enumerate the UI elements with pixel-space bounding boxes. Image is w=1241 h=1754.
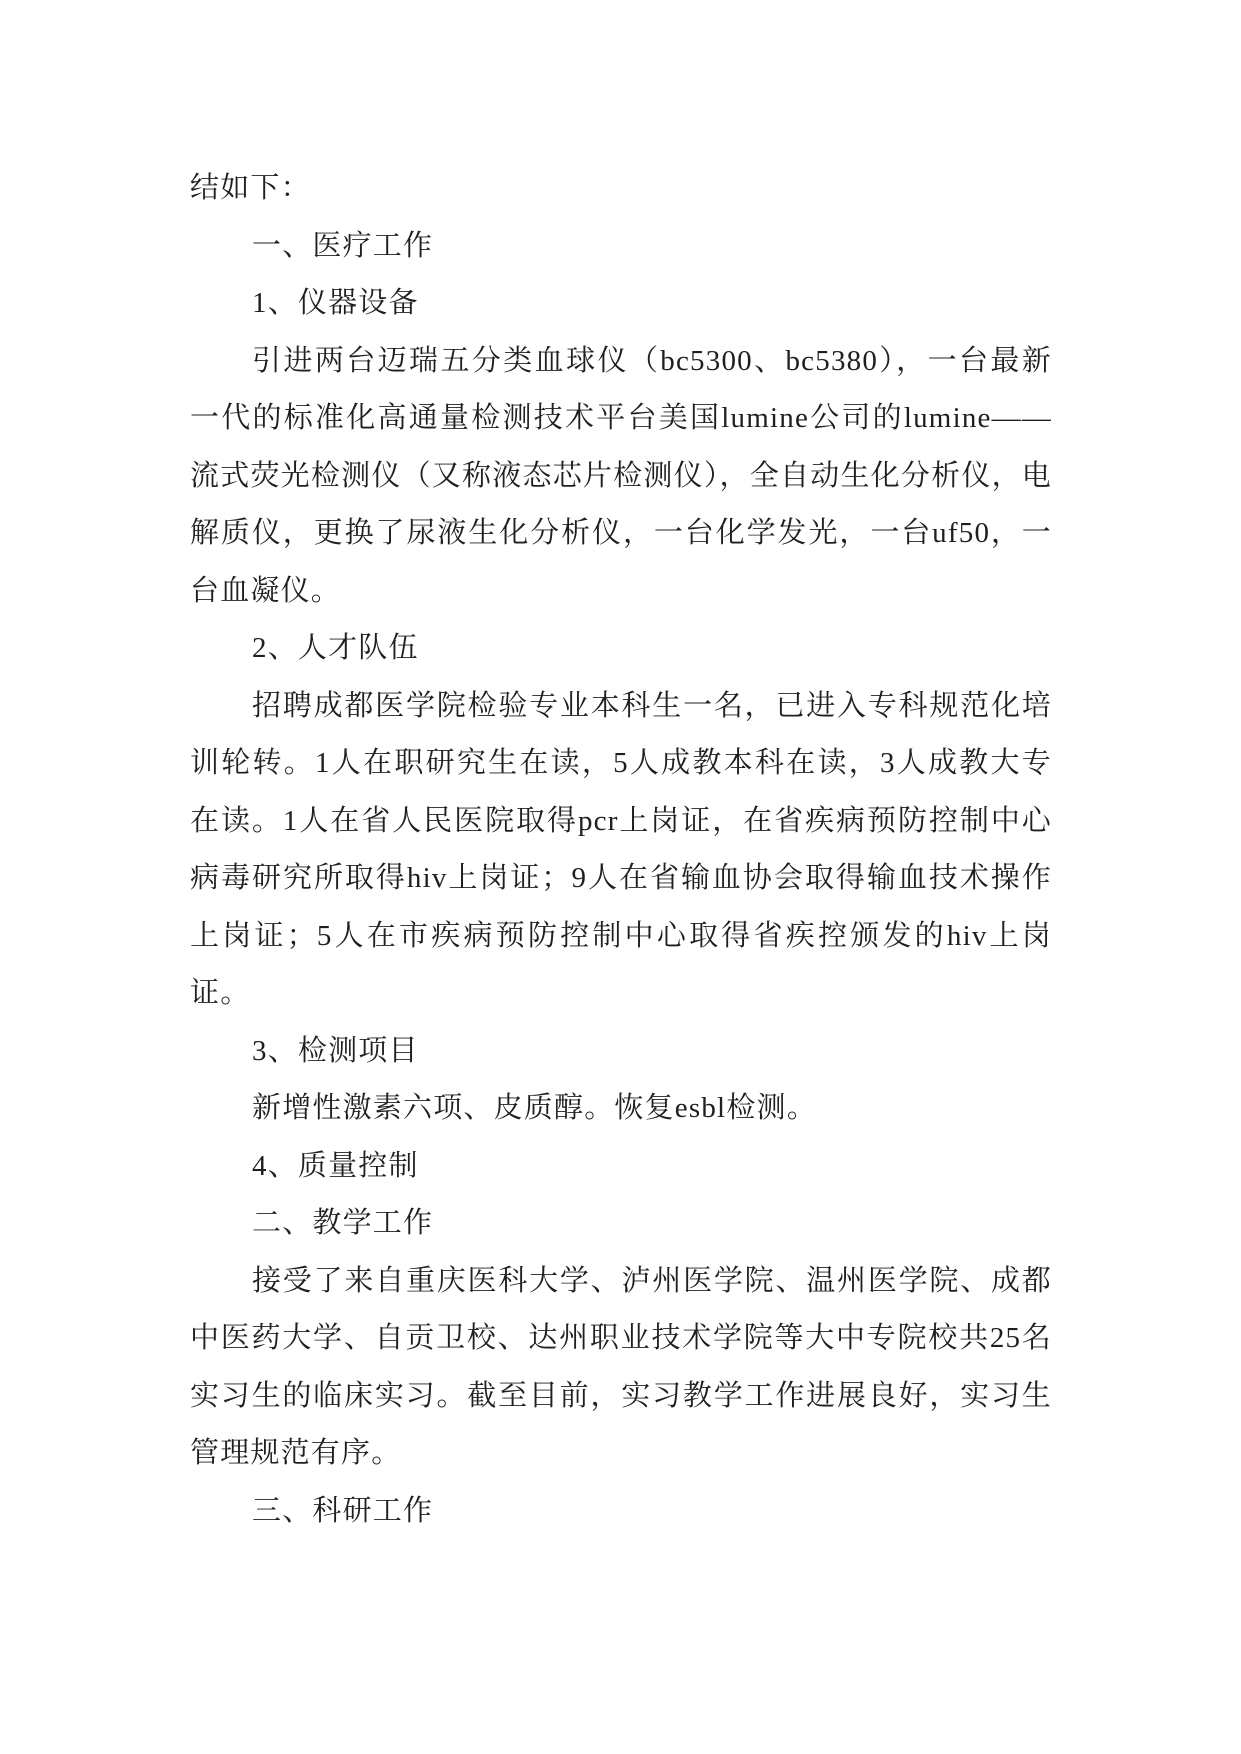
paragraph-testing-items: 新增性激素六项、皮质醇。恢复esbl检测。: [252, 1092, 817, 1124]
paragraph-teaching: 接受了来自重庆医科大学、泸州医学院、温州医学院、成都中医药大学、自贡卫校、达州职业技术学院等大中专院校共25名实习生的临床实习。截至目前，实习教学工作进展良好，实习生管理规范有序。: [190, 1264, 1052, 1469]
subheading-quality-control: 4、质量控制: [252, 1149, 419, 1182]
subheading-talent: 2、人才队伍: [252, 632, 419, 664]
paragraph-talent: 招聘成都医学院检验专业本科生一名，已进入专科规范化培训轮转。1人在职研究生在读，5人成教本科在读，3人成教大专在读。1人在省人民医院取得pcr上岗证，在省疾病预防控制中心病毒研究所取得hiv上岗证；9人在省输血协会取得输血技术操作上岗证；5人在市疾病预防控制中心取得省疾控颁发的hiv上岗证。: [190, 689, 1052, 1009]
subheading-testing-items: 3、检测项目: [252, 1034, 419, 1067]
document-page: [190, 160, 1052, 1540]
paragraph-equipment: 引进两台迈瑞五分类血球仪（bc5300、bc5380），一台最新一代的标准化高通量检测技术平台美国lumine公司的lumine——流式荧光检测仪（又称液态芯片检测仪），全自动生化分析仪，电解质仪，更换了尿液生化分析仪，一台化学发光，一台uf50，一台血凝仪。: [190, 344, 1052, 607]
section-heading-teaching: 二、教学工作: [252, 1207, 434, 1239]
intro-line: 结如下：: [190, 172, 311, 204]
section-heading-medical: 一、医疗工作: [252, 229, 434, 262]
section-heading-research: 三、科研工作: [252, 1494, 434, 1527]
subheading-equipment: 1、仪器设备: [252, 287, 419, 319]
